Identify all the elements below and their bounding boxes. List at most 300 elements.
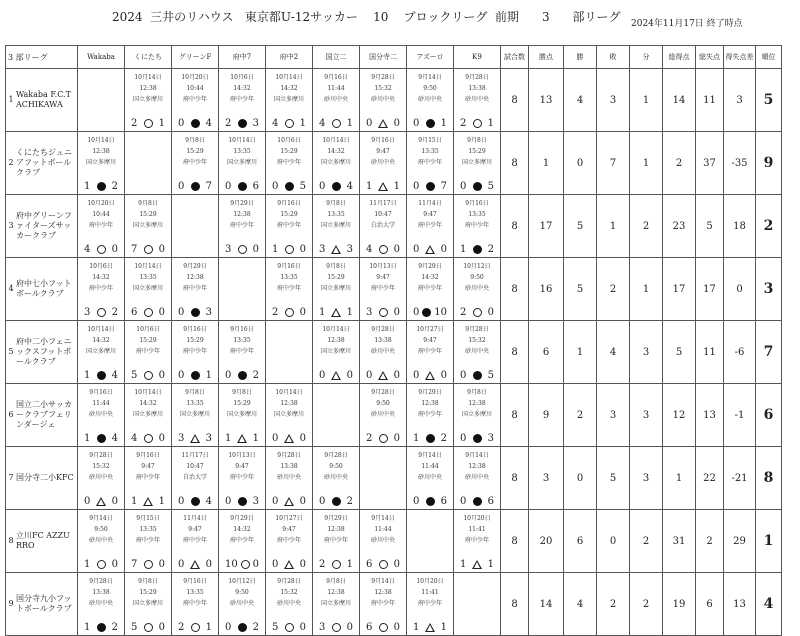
match-time: 13:35 (233, 337, 251, 344)
rank-cell: 6 (756, 384, 782, 447)
stat-cell: 23 (663, 195, 696, 258)
match-time: 15:32 (280, 589, 298, 596)
goals-against: 7 (440, 181, 447, 192)
result-win-icon (97, 245, 106, 254)
goals-for: 4 (272, 118, 279, 129)
team-name: 国分寺二小KFC (16, 473, 74, 482)
match-cell (313, 573, 360, 636)
stat-cell: 13 (529, 69, 564, 132)
match-cell (78, 573, 125, 636)
goals-for: 1 (413, 622, 420, 633)
stat-cell: 6 (696, 573, 724, 636)
match-time: 12:38 (280, 400, 298, 407)
result-win-icon (144, 560, 153, 569)
goals-for: 0 (178, 496, 185, 507)
stat-cell: 3 (630, 384, 663, 447)
stat-cell: 6 (564, 510, 597, 573)
match-cell (407, 447, 454, 510)
match-cell (78, 195, 125, 258)
stat-header: 順位 (756, 46, 782, 69)
stat-cell: 14 (529, 573, 564, 636)
match-venue: 府中少年 (229, 222, 254, 229)
rank-cell: 9 (756, 132, 782, 195)
goals-for: 0 (413, 496, 420, 507)
match-venue: 府中少年 (276, 285, 301, 292)
goals-against: 0 (393, 370, 400, 381)
match-date: 9月8日 (467, 137, 487, 144)
result-draw-icon (425, 245, 435, 254)
result-draw-icon (378, 182, 388, 191)
match-cell (266, 510, 313, 573)
match-time: 12:38 (327, 589, 345, 596)
goals-against: 4 (205, 118, 212, 129)
match-date: 9月16日 (465, 200, 489, 207)
match-cell (219, 69, 266, 132)
match-time: 15:29 (139, 589, 157, 596)
goals-against: 4 (205, 496, 212, 507)
result-win-icon (144, 308, 153, 317)
match-venue: 府中少年 (417, 285, 442, 292)
stat-cell: 13 (696, 384, 724, 447)
match-time: 9:47 (376, 274, 390, 281)
match-venue: 国立多摩川 (132, 285, 163, 292)
goals-for: 2 (319, 559, 326, 570)
match-cell (360, 573, 407, 636)
match-cell (313, 510, 360, 573)
match-time: 13:35 (186, 589, 204, 596)
match-venue: 国立多摩川 (273, 411, 304, 418)
result-draw-icon (331, 371, 341, 380)
result-lose-icon (238, 119, 247, 128)
match-time: 13:35 (233, 148, 251, 155)
goals-against: 1 (158, 496, 165, 507)
match-time: 12:38 (233, 211, 251, 218)
match-venue: 国立多摩川 (132, 600, 163, 607)
goals-for: 0 (178, 181, 185, 192)
goals-for: 0 (413, 370, 420, 381)
goals-for: 1 (84, 433, 91, 444)
goals-for: 0 (366, 118, 373, 129)
goals-against: 5 (487, 181, 494, 192)
match-venue: 砂川中央 (464, 96, 489, 103)
match-date: 9月15日 (136, 515, 160, 522)
goals-for: 6 (366, 622, 373, 633)
stat-cell: 0 (564, 447, 597, 510)
goals-against: 6 (487, 496, 494, 507)
match-cell (360, 258, 407, 321)
stat-cell: 1 (597, 195, 630, 258)
goals-against: 0 (393, 433, 400, 444)
goals-for: 0 (413, 307, 420, 318)
match-date: 10月14日 (87, 326, 115, 333)
match-date: 9月16日 (277, 263, 301, 270)
result-lose-icon (97, 182, 106, 191)
match-date: 9月16日 (371, 137, 395, 144)
team-name: くにたちジュニアフットボールクラブ (16, 148, 72, 177)
team-cell (6, 384, 78, 447)
match-date: 10月14日 (134, 263, 162, 270)
stat-cell: 2 (564, 384, 597, 447)
result-draw-icon (143, 497, 153, 506)
goals-for: 7 (131, 559, 138, 570)
match-venue: 国立多摩川 (273, 96, 304, 103)
goals-for: 0 (178, 118, 185, 129)
match-date: 10月20日 (463, 515, 491, 522)
match-date: 9月8日 (326, 578, 346, 585)
goals-against: 0 (111, 496, 118, 507)
match-date: 10月6日 (230, 74, 254, 81)
opponent-header: アズーロ (407, 46, 454, 69)
match-date: 10月14日 (134, 389, 162, 396)
stat-cell: 2 (630, 510, 663, 573)
match-time: 11:41 (421, 589, 439, 596)
goals-for: 1 (460, 244, 467, 255)
goals-against: 0 (299, 622, 306, 633)
result-draw-icon (237, 434, 247, 443)
match-cell (266, 573, 313, 636)
match-cell (454, 195, 501, 258)
match-cell (360, 195, 407, 258)
goals-against: 0 (205, 559, 212, 570)
match-venue: 国立多摩川 (320, 222, 351, 229)
result-draw-icon (190, 434, 200, 443)
team-index: 4 (8, 284, 14, 293)
result-win-icon (144, 371, 153, 380)
result-draw-icon (96, 497, 106, 506)
match-cell (125, 195, 172, 258)
match-cell (360, 69, 407, 132)
goals-against: 10 (434, 307, 447, 318)
match-date: 10月14日 (322, 137, 350, 144)
stat-cell: 3 (724, 69, 756, 132)
goals-for: 3 (84, 307, 91, 318)
stat-cell: 8 (501, 384, 529, 447)
goals-against: 1 (346, 559, 353, 570)
result-draw-icon (425, 623, 435, 632)
goals-for: 0 (272, 433, 279, 444)
stat-header: 分 (630, 46, 663, 69)
match-time: 15:32 (374, 85, 392, 92)
match-time: 9:47 (188, 526, 202, 533)
team-cell (6, 573, 78, 636)
goals-for: 0 (225, 370, 232, 381)
goals-against: 3 (252, 118, 259, 129)
match-venue: 砂川中央 (464, 474, 489, 481)
match-date: 9月16日 (183, 326, 207, 333)
match-venue: 国立多摩川 (132, 222, 163, 229)
stat-cell: 8 (501, 132, 529, 195)
match-cell (407, 132, 454, 195)
goals-against: 0 (299, 244, 306, 255)
team-index: 8 (8, 536, 14, 545)
match-time: 12:38 (92, 148, 110, 155)
match-venue: 府中少年 (323, 537, 348, 544)
match-cell (266, 447, 313, 510)
match-cell (454, 447, 501, 510)
match-venue: 府中少年 (464, 222, 489, 229)
match-time: 9:50 (329, 463, 343, 470)
result-win-icon (379, 308, 388, 317)
match-date: 9月28日 (89, 578, 113, 585)
match-cell (454, 69, 501, 132)
match-cell (266, 69, 313, 132)
result-win-icon (144, 245, 153, 254)
match-venue: 国立多摩川 (320, 159, 351, 166)
match-time: 9:47 (282, 526, 296, 533)
match-time: 9:50 (94, 526, 108, 533)
result-win-icon (144, 623, 153, 632)
goals-for: 0 (225, 622, 232, 633)
stat-cell: 22 (696, 447, 724, 510)
match-cell (219, 195, 266, 258)
match-venue: 府中少年 (182, 159, 207, 166)
result-lose-icon (191, 497, 200, 506)
match-cell (172, 258, 219, 321)
result-draw-icon (378, 119, 388, 128)
goals-against: 1 (158, 118, 165, 129)
match-cell (407, 321, 454, 384)
goals-against: 0 (299, 559, 306, 570)
result-lose-icon (473, 182, 482, 191)
match-venue: 府中少年 (417, 159, 442, 166)
goals-for: 3 (319, 622, 326, 633)
match-cell (313, 69, 360, 132)
goals-for: 10 (225, 559, 238, 570)
match-time: 14:32 (421, 274, 439, 281)
goals-for: 4 (84, 244, 91, 255)
match-cell (407, 258, 454, 321)
match-venue: 砂川中央 (88, 474, 113, 481)
match-time: 13:35 (327, 211, 345, 218)
goals-for: 0 (178, 370, 185, 381)
goals-for: 2 (460, 118, 467, 129)
match-cell (219, 447, 266, 510)
result-lose-icon (426, 119, 435, 128)
goals-against: 1 (346, 307, 353, 318)
match-date: 9月14日 (89, 515, 113, 522)
result-lose-icon (191, 119, 200, 128)
result-win-icon (332, 623, 341, 632)
goals-against: 1 (299, 118, 306, 129)
match-cell (125, 258, 172, 321)
goals-against: 2 (440, 433, 447, 444)
rank-cell: 1 (756, 510, 782, 573)
match-venue: 国立多摩川 (461, 159, 492, 166)
match-time: 15:29 (186, 337, 204, 344)
match-venue: 砂川中央 (370, 348, 395, 355)
match-venue: 府中少年 (182, 96, 207, 103)
match-cell (78, 384, 125, 447)
match-time: 9:47 (141, 463, 155, 470)
result-win-icon (285, 119, 294, 128)
result-draw-icon (472, 560, 482, 569)
match-time: 11:44 (421, 463, 439, 470)
match-time: 13:38 (374, 337, 392, 344)
stat-cell: 17 (529, 195, 564, 258)
match-venue: 国立多摩川 (132, 96, 163, 103)
match-date: 9月16日 (277, 200, 301, 207)
result-win-icon (379, 434, 388, 443)
team-cell (6, 132, 78, 195)
match-venue: 府中少年 (417, 600, 442, 607)
goals-against: 4 (111, 433, 118, 444)
match-date: 9月14日 (371, 515, 395, 522)
team-cell (6, 258, 78, 321)
match-date: 9月8日 (185, 389, 205, 396)
goals-against: 1 (440, 118, 447, 129)
match-time: 15:32 (92, 463, 110, 470)
table-row (6, 132, 782, 195)
self-match-cell (454, 573, 501, 636)
result-lose-icon (238, 371, 247, 380)
match-venue: 府中少年 (182, 348, 207, 355)
match-date: 9月8日 (138, 200, 158, 207)
goals-for: 0 (460, 496, 467, 507)
match-venue: 国立多摩川 (226, 411, 257, 418)
stat-cell: 7 (597, 132, 630, 195)
match-date: 10月27日 (275, 515, 303, 522)
goals-against: 4 (111, 370, 118, 381)
table-row (6, 447, 782, 510)
match-date: 10月13日 (369, 263, 397, 270)
table-row (6, 258, 782, 321)
match-date: 11月4日 (418, 200, 442, 207)
result-draw-icon (284, 497, 294, 506)
stat-cell: 2 (663, 132, 696, 195)
match-date: 9月8日 (467, 389, 487, 396)
match-venue: 府中少年 (276, 537, 301, 544)
match-date: 10月14日 (322, 326, 350, 333)
goals-against: 2 (111, 181, 118, 192)
match-venue: 国立多摩川 (85, 159, 116, 166)
match-venue: 府中少年 (370, 285, 395, 292)
match-cell (125, 447, 172, 510)
match-cell (125, 321, 172, 384)
goals-for: 4 (319, 118, 326, 129)
team-name: 府中二小フェニックスフットボールクラブ (16, 337, 72, 366)
match-venue: 砂川中央 (464, 348, 489, 355)
stat-header: 敗 (597, 46, 630, 69)
stat-cell: 5 (564, 195, 597, 258)
match-venue: 砂川中央 (370, 537, 395, 544)
match-time: 9:50 (376, 400, 390, 407)
goals-for: 1 (84, 622, 91, 633)
goals-against: 0 (158, 244, 165, 255)
goals-for: 5 (272, 622, 279, 633)
goals-for: 6 (366, 559, 373, 570)
goals-for: 2 (366, 433, 373, 444)
goals-for: 4 (131, 433, 138, 444)
goals-for: 0 (413, 181, 420, 192)
match-time: 13:38 (468, 85, 486, 92)
team-index: 5 (8, 347, 14, 356)
stat-cell: 8 (501, 258, 529, 321)
match-date: 10月14日 (275, 389, 303, 396)
stat-cell: 1 (630, 258, 663, 321)
corner-header: 3 部リーグ (6, 46, 78, 69)
match-date: 9月29日 (230, 200, 254, 207)
match-time: 15:29 (186, 148, 204, 155)
stat-cell: 8 (501, 573, 529, 636)
stat-cell: 16 (529, 258, 564, 321)
stat-cell: 3 (630, 447, 663, 510)
goals-against: 0 (252, 559, 259, 570)
stat-cell: 2 (630, 195, 663, 258)
team-cell (6, 195, 78, 258)
opponent-header: くにたち (125, 46, 172, 69)
match-cell (360, 321, 407, 384)
match-date: 9月28日 (465, 326, 489, 333)
rank-cell: 5 (756, 69, 782, 132)
match-venue: 府中少年 (135, 537, 160, 544)
match-date: 10月6日 (136, 326, 160, 333)
stat-cell: 1 (529, 132, 564, 195)
result-lose-icon (97, 434, 106, 443)
match-venue: 府中少年 (135, 348, 160, 355)
rank-cell: 8 (756, 447, 782, 510)
match-venue: 砂川中央 (323, 474, 348, 481)
goals-against: 1 (393, 181, 400, 192)
stat-cell: 9 (529, 384, 564, 447)
match-time: 12:38 (468, 463, 486, 470)
match-venue: 砂川中央 (323, 96, 348, 103)
match-time: 9:50 (470, 274, 484, 281)
goals-for: 1 (413, 433, 420, 444)
goals-for: 0 (272, 496, 279, 507)
match-date: 9月16日 (230, 326, 254, 333)
match-time: 12:38 (421, 400, 439, 407)
goals-against: 5 (487, 370, 494, 381)
goals-for: 0 (460, 370, 467, 381)
result-win-icon (285, 623, 294, 632)
match-venue: 国立多摩川 (85, 348, 116, 355)
match-venue: 府中少年 (464, 537, 489, 544)
goals-for: 3 (319, 244, 326, 255)
stat-header: 試合数 (501, 46, 529, 69)
stat-cell: 1 (564, 321, 597, 384)
result-win-icon (379, 245, 388, 254)
match-date: 9月16日 (324, 74, 348, 81)
result-lose-icon (191, 308, 200, 317)
result-draw-icon (425, 371, 435, 380)
stat-cell: 3 (597, 69, 630, 132)
goals-for: 1 (84, 370, 91, 381)
goals-against: 0 (346, 370, 353, 381)
match-date: 9月29日 (230, 515, 254, 522)
stat-cell: 8 (501, 195, 529, 258)
match-cell (313, 195, 360, 258)
goals-against: 2 (252, 622, 259, 633)
match-time: 10:44 (186, 85, 204, 92)
goals-against: 6 (440, 496, 447, 507)
match-cell (219, 321, 266, 384)
table-row (6, 510, 782, 573)
match-venue: 府中少年 (229, 96, 254, 103)
goals-against: 0 (393, 118, 400, 129)
goals-against: 0 (158, 307, 165, 318)
match-cell (78, 258, 125, 321)
self-match-cell (219, 258, 266, 321)
match-cell (407, 384, 454, 447)
goals-for: 2 (272, 307, 279, 318)
goals-for: 0 (460, 181, 467, 192)
stat-cell: -21 (724, 447, 756, 510)
goals-against: 0 (111, 244, 118, 255)
goals-for: 0 (272, 559, 279, 570)
result-lose-icon (332, 497, 341, 506)
match-date: 10月27日 (416, 326, 444, 333)
goals-against: 2 (487, 244, 494, 255)
